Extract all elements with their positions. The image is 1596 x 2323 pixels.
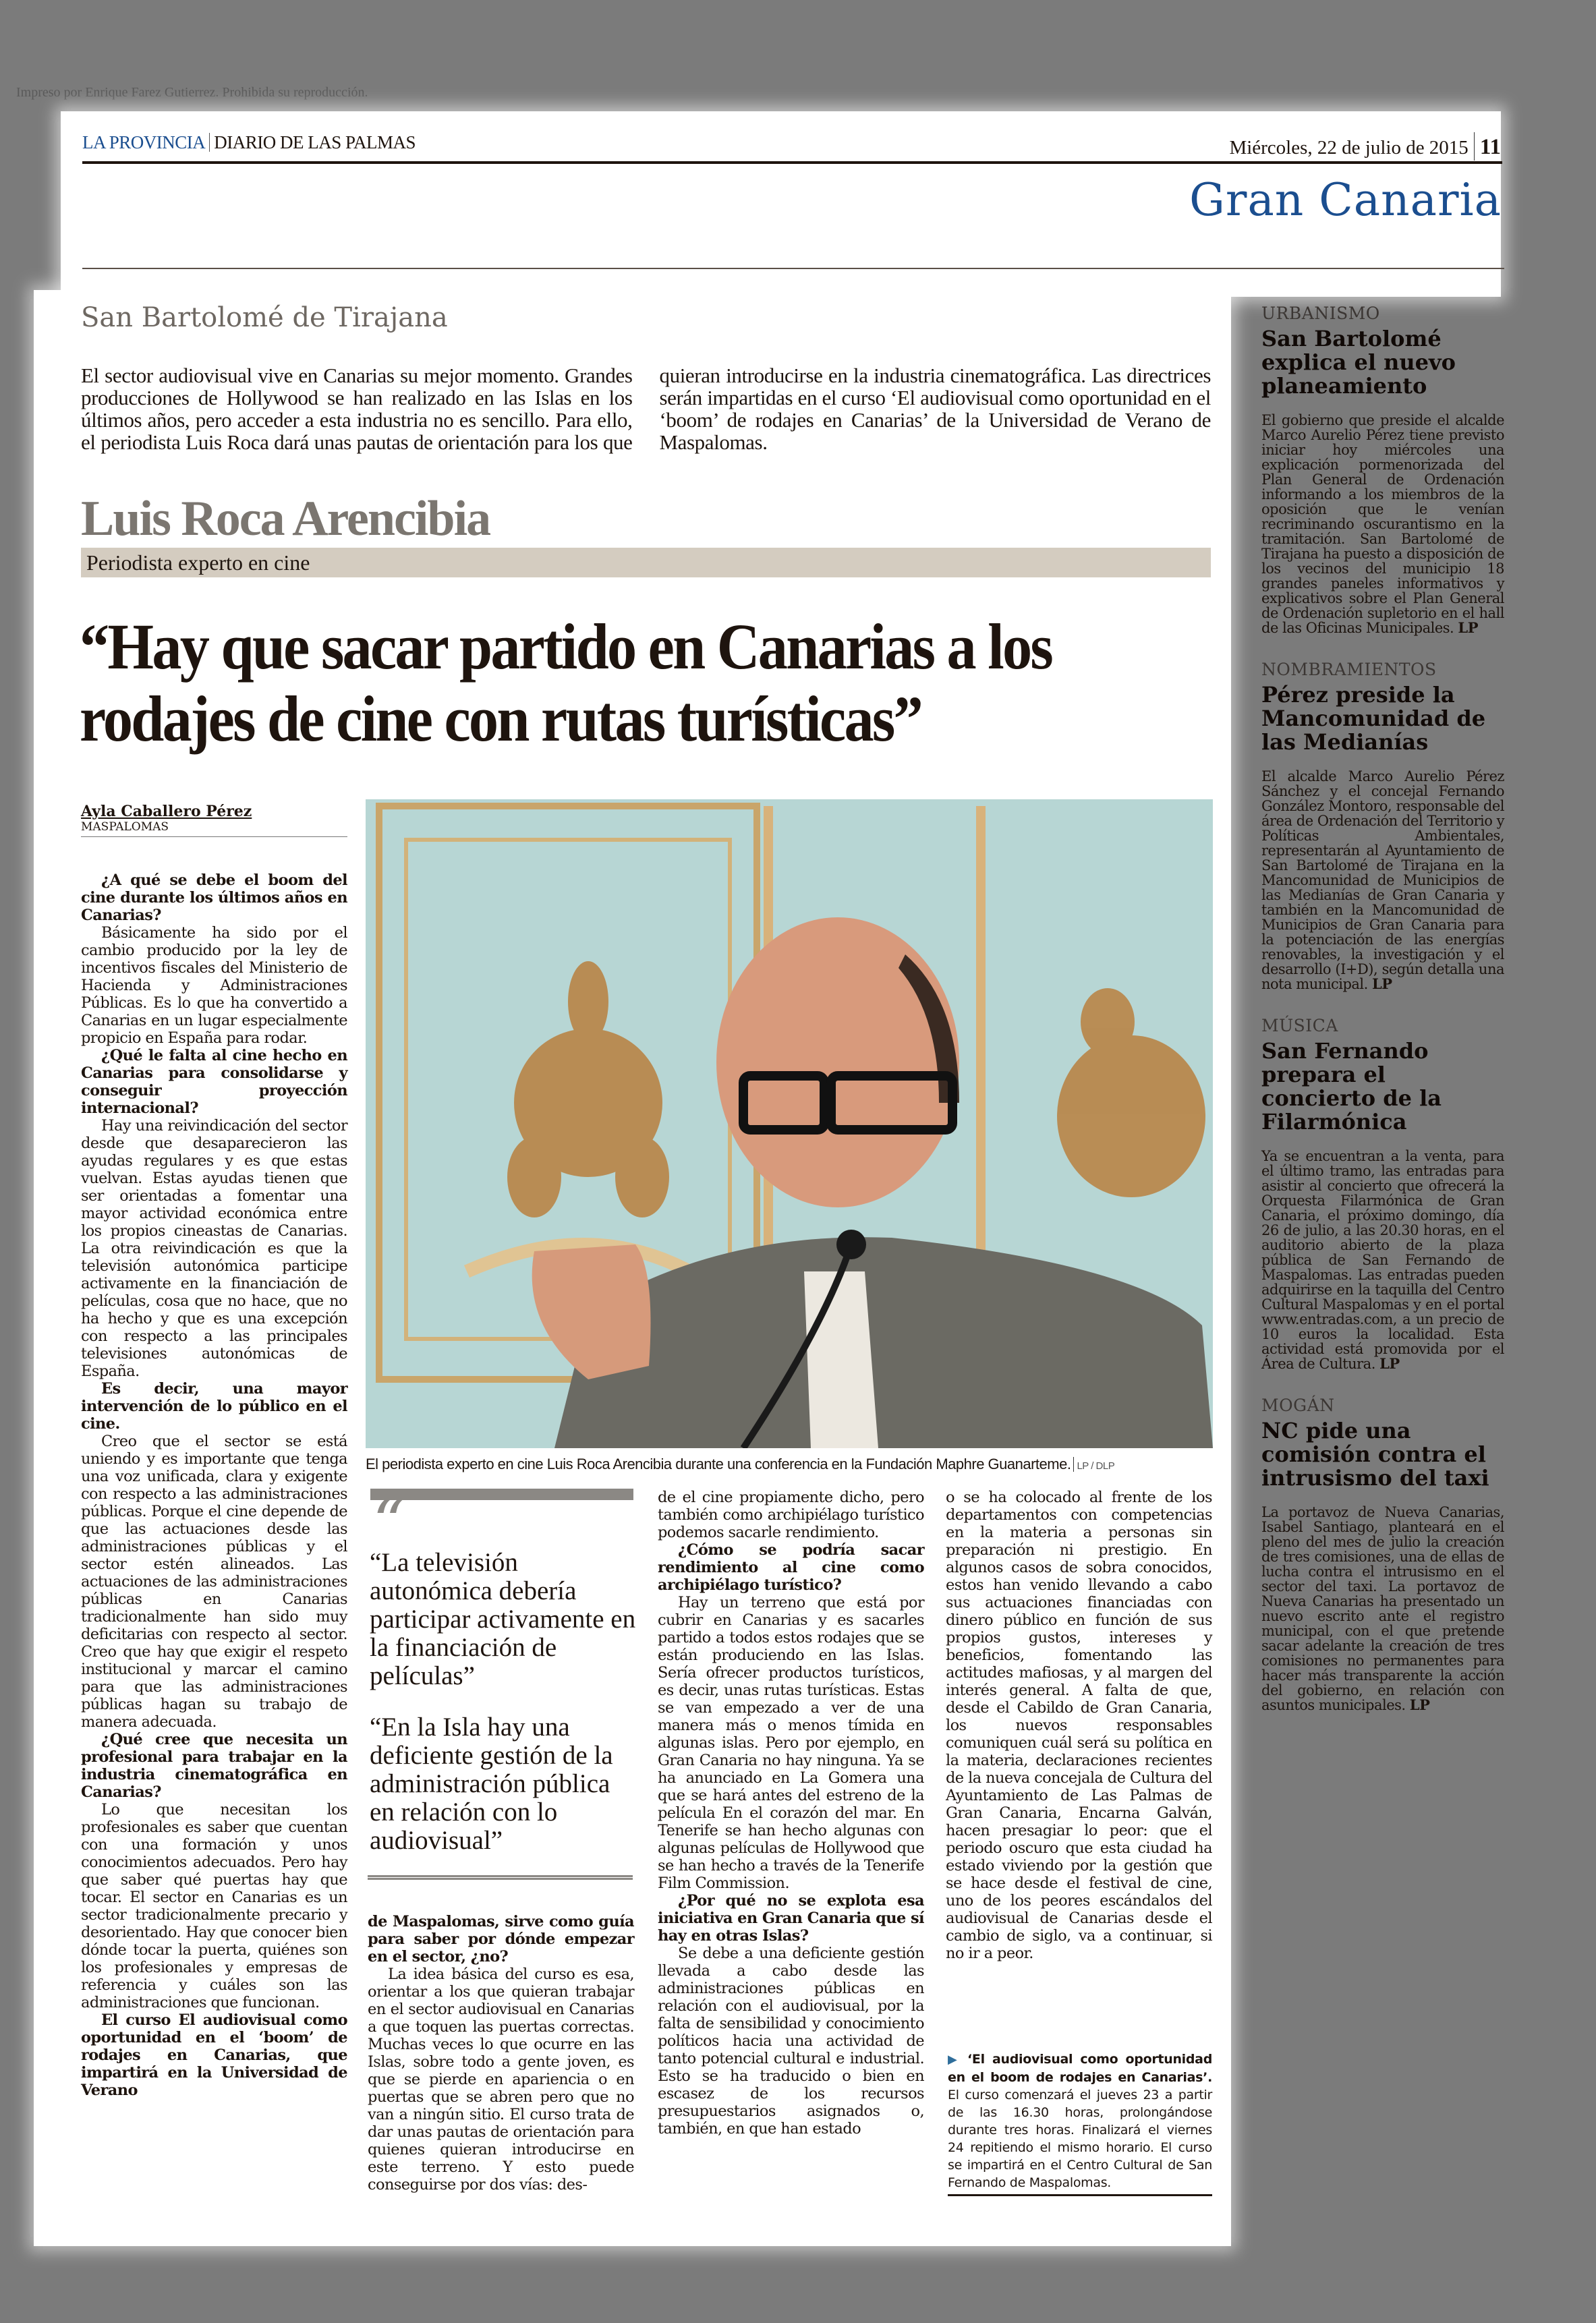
brief-title: San Bartolomé explica el nuevo planeamiento — [1261, 326, 1456, 399]
photo-caption — [366, 1456, 1216, 1473]
brief-signature: LP — [1458, 619, 1478, 636]
brief-body — [1261, 413, 1504, 635]
brief-item — [1261, 1016, 1504, 1371]
caption-divider — [1073, 1457, 1074, 1472]
interview-question: ¿Cómo se podría sacar rendimiento al cine como archipiélago turístico? — [658, 1541, 924, 1594]
brief-title: Pérez preside la Mancomunidad de las Medianías — [1261, 682, 1486, 755]
interview-answer: Se debe a una deficiente gestión llevada a cabo desde las administraciones públicas en relación con el audiovisual, por la falta de sensibilidad y conocimiento políticos hacia una actividad de tanto potencial cultural e industrial. Esto se ha traducido o bien en escasez de los recursos presupuestarios asignados o, también, en que han estado — [658, 1945, 924, 2138]
article-column-1 — [81, 871, 347, 2099]
masthead-subbrand: DIARIO DE LAS PALMAS — [214, 132, 416, 152]
brief-body — [1261, 1505, 1504, 1713]
interview-question: ¿Qué le falta al cine hecho en Canarias para consolidarse y conseguir proyección internacional? — [81, 1047, 347, 1117]
brief-signature: LP — [1372, 975, 1392, 992]
dateline-divider — [1474, 132, 1475, 161]
pull-quote-bar — [370, 1489, 633, 1500]
quote-mark-icon: “ — [372, 1485, 406, 1561]
brief-category: URBANISMO — [1261, 304, 1380, 323]
photo-illustration — [366, 799, 1213, 1448]
course-info-title: ‘El audiovisual como oportunidad en el boom de rodajes en Canarias’. — [948, 2052, 1213, 2085]
interview-question: de Maspalomas, sirve como guía para saber por dónde empezar en el sector, ¿no? — [368, 1913, 634, 1966]
brief-signature: LP — [1409, 1696, 1430, 1713]
issue-date: Miércoles, 22 de julio de 2015 — [1229, 137, 1469, 159]
article-column-3 — [658, 1489, 924, 2138]
interview-answer: Lo que necesitan los profesionales es saber que cuentan con una formación y unos conocimientos adecuados. Pero hay que saber qué puertas hay que tocar. El sector en Canarias es un sector tradicionalmente precario y desorientado. Hay que conocer bien dónde tocar la puerta, quiénes son los profesionales y empresas de referencia y cuáles son las administraciones que funcionan. — [81, 1801, 347, 2011]
brief-item — [1261, 304, 1504, 635]
article-intro: El sector audiovisual vive en Canarias su mejor momento. Grandes producciones de Hollywood se han realizado en las Islas en los últimos años, pero acceder a esta industria no es sencillo. Para ello, el periodista Luis Roca dará unas pautas de orientación para los que quieran introducirse en la industria cinematográfica. Las directrices serán impartidas en el curso ‘El audiovisual como oportunidad en el ‘boom’ de rodajes en Canarias’ de la Universidad de Verano de Maspalomas. — [81, 364, 1211, 454]
interview-answer: Hay un terreno que está por cubrir en Canarias y es sacarles partido a todos estos rodajes que se están produciendo en las Islas. Sería ofrecer productos turísticos, es decir, unas rutas turísticas. Estas se van empezado a ver de una manera más o menos tímida en algunas islas. Pero por ejemplo, en Gran Canaria no hay ninguna. Ya se ha anunciado en La Gomera una que se hará antes del estreno de la película En el corazón del mar. En Tenerife se han hecho algunas con algunas películas de Hollywood que se han hecho a través de la Tenerife Film Commission. — [658, 1594, 924, 1892]
interview-answer: Hay una reivindicación del sector desde que desaparecieron las ayudas regulares y es que estas vuelvan. Estas ayudas tienen que ser orientadas a fomentar una mayor actividad económica entre los propios cineastas de Canarias. La otra reivindicación es que la televisión autonómica participe activamente en la financiación de películas, cosa que no hace, que no ha hecho y que es una excepción con respecto a las principales televisiones autonómicas de España. — [81, 1117, 347, 1380]
print-watermark: Impreso por Enrique Farez Gutierrez. Prohibida su reproducción. — [16, 85, 368, 100]
masthead — [82, 132, 416, 153]
course-info-box — [948, 2050, 1212, 2196]
place-kicker: San Bartolomé de Tirajana — [81, 302, 448, 333]
masthead-divider — [209, 133, 210, 152]
pull-quote-2: “En la Isla hay una deficiente gestión de la administración pública en relación con lo audiovisual” — [370, 1713, 613, 1855]
dateline — [1229, 132, 1501, 161]
section-rule — [82, 268, 1504, 269]
interview-answer: La idea básica del curso es esa, orientar a los que quieran trabajar en el sector audiovisual en Canarias a que toquen las puertas correctas. Muchas veces lo que ocurre en las Islas, sobre todo a gente joven, es que se pierde en apariencia o en puertas que se abren pero que no van a ningún sitio. El curso trata de dar unas pautas de orientación para quienes quieran introducirse en este terreno. Y esto puede conseguirse por dos vías: des- — [368, 1966, 634, 2193]
brief-text: La portavoz de Nueva Canarias, Isabel Santiago, planteará en el pleno del mes de julio la creación de tres comisiones, una de ellas de lucha contra el intrusismo en el sector del taxi. La portavoz de Nueva Canarias ha presentado un nuevo escrito ante el registro municipal, con el que pretende sacar adelante la creación de tres comisiones no permanentes para hacer más transparente la acción del gobierno, en relación con asuntos municipales. — [1261, 1504, 1504, 1713]
interview-question: ¿Qué cree que necesita un profesional para trabajar en la industria cinematográfica en Canarias? — [81, 1731, 347, 1801]
author-name: Ayla Caballero Pérez — [81, 803, 252, 820]
interview-question: ¿A qué se debe el boom del cine durante los últimos años en Canarias? — [81, 871, 347, 924]
brief-text: El alcalde Marco Aurelio Pérez Sánchez y el concejal Fernando González Montoro, responsable del área de Ordenación del Territorio y Políticas Ambientales, representarán al Ayuntamiento de San Bartolomé de Tirajana en la Mancomunidad de Municipios de las Medianías de Gran Canaria y también en la Mancomunidad de Municipios de Gran Canaria para la potenciación de las energías renovables, la investigación y el desarrollo (I+D), según detalla una nota municipal. — [1261, 768, 1504, 992]
brief-item — [1261, 660, 1504, 992]
brief-text: Ya se encuentran a la venta, para el último tramo, las entradas para asistir al concierto que ofrecerá la Orquesta Filarmónica de Gran Canaria, el próximo domingo, día 26 de julio, a las 20.30 horas, en el auditorio abierto de la plaza pública de San Fernando de Maspalomas. Las entradas pueden adquirirse en la taquilla del Centro Cultural Maspalomas y en el portal www.entradas.com, a un precio de 10 euros la localidad. Esta actividad está promovida por el Área de Cultura. — [1261, 1148, 1504, 1372]
page-number: 11 — [1479, 135, 1501, 159]
brief-text: El gobierno que preside el alcalde Marco Aurelio Pérez tiene previsto iniciar hoy miércoles una explicación pormenorizada del Plan General de Ordenación informando a los miembros de la oposición que le venían recriminando oscurantismo en la tramitación. San Bartolomé de Tirajana ha puesto a disposición de los vecinos del municipio 18 grandes paneles informativos y explicativos sobre el Plan General de Ordenación supletorio en el hall de las Oficinas Municipales. — [1261, 412, 1504, 636]
photo-credit: LP / DLP — [1077, 1460, 1115, 1472]
brief-category: NOMBRAMIENTOS — [1261, 660, 1437, 679]
interview-answer: Creo que el sector se está uniendo y es importante que tenga una voz unificada, clara y exigente con respecto a las administraciones públicas. Porque el cine depende de que las actuaciones desde las administraciones públicas y el sector estén alineados. Las actuaciones de las administraciones públicas en Canarias tradicionalmente han sido muy deficitarias con respecto al sector. Creo que hay que exigir el respeto institucional y marcar el camino para que las administraciones públicas hagan su trabajo de manera adecuada. — [81, 1433, 347, 1731]
author-location: MASPALOMAS — [81, 820, 347, 837]
pull-quote-1: “La televisión autonómica debería participar activamente en la financiación de películas” — [370, 1548, 636, 1690]
interview-question: Es decir, una mayor intervención de lo público en el cine. — [81, 1380, 347, 1433]
news-briefs-sidebar — [1261, 304, 1504, 1737]
interview-answer: de el cine propiamente dicho, pero también como archipiélago turístico podemos sacarle rendimiento. — [658, 1489, 924, 1541]
header-rule — [82, 161, 1502, 164]
triangle-right-icon: ▶ — [948, 2053, 961, 2067]
interview-answer: o se ha colocado al frente de los departamentos con competencias en la materia a personas sin preparación ni prestigio. En algunos casos de sobra conocidos, estos han venido llevando a cabo sus actuaciones financiadas con dinero público en función de sus propios gustos, intereses y beneficios, fomentando las actitudes mafiosas, y al margen del interés general. A falta de que, desde el Cabildo de Gran Canaria, los nuevos responsables comuniquen cuál será su política en la materia, declaraciones recientes de la nueva concejala de Cultura del Ayuntamiento de Las Palmas de Gran Canaria, Encarna Galván, hacen presagiar lo peor: que el periodo oscuro que esta ciudad ha estado viviendo por la gestión que se hace desde el festival de cine, uno de los peores escándalos del audiovisual de Canarias desde el cambio de siglo, va a continuar, si no ir a peor. — [946, 1489, 1212, 1962]
photo-caption-text: El periodista experto en cine Luis Roca Arencibia durante una conferencia en la Fundación Maphre Guanarteme. — [366, 1456, 1071, 1472]
interviewee-role: Periodista experto en cine — [81, 548, 1211, 577]
brief-body — [1261, 1149, 1504, 1371]
brief-title: NC pide una comisión contra el intrusismo del taxi — [1261, 1418, 1489, 1491]
brief-item — [1261, 1396, 1504, 1713]
section-title: Gran Canaria — [1189, 174, 1502, 226]
interview-question: ¿Por qué no se explota esa iniciativa en Gran Canaria que sí hay en otras Islas? — [658, 1892, 924, 1945]
pull-quote-rule — [368, 1875, 633, 1880]
brief-body — [1261, 769, 1504, 992]
course-info-body: El curso comenzará el jueves 23 a partir de las 16.30 horas, prolongándose durante tres horas. Finalizará el viernes 24 repitiendo el mismo horario. El curso se impartirá en el Centro Cultural de San Fernando de Maspalomas. — [948, 2088, 1212, 2190]
article-column-4 — [946, 1489, 1212, 1962]
brief-title: San Fernando prepara el concierto de la Filarmónica — [1261, 1038, 1442, 1135]
interview-question: El curso El audiovisual como oportunidad en el ‘boom’ de rodajes en Canarias, que impartirá en la Universidad de Verano — [81, 2011, 347, 2099]
brief-category: MÚSICA — [1261, 1016, 1338, 1035]
interviewee-name: Luis Roca Arencibia — [81, 491, 490, 546]
brief-category: MOGÁN — [1261, 1396, 1335, 1415]
interview-answer: Básicamente ha sido por el cambio producido por la ley de incentivos fiscales del Ministerio de Hacienda y Administraciones Públicas. Es lo que ha convertido a Canarias en un lugar especialmente propicio en España para rodar. — [81, 924, 347, 1047]
byline — [81, 803, 347, 837]
brief-signature: LP — [1379, 1355, 1400, 1372]
article-headline: “Hay que sacar partido en Canarias a los rodajes de cine con rutas turísticas” — [80, 610, 1052, 755]
masthead-brand: LA PROVINCIA — [82, 132, 206, 152]
article-photo — [366, 799, 1213, 1448]
article-column-2 — [368, 1913, 634, 2193]
